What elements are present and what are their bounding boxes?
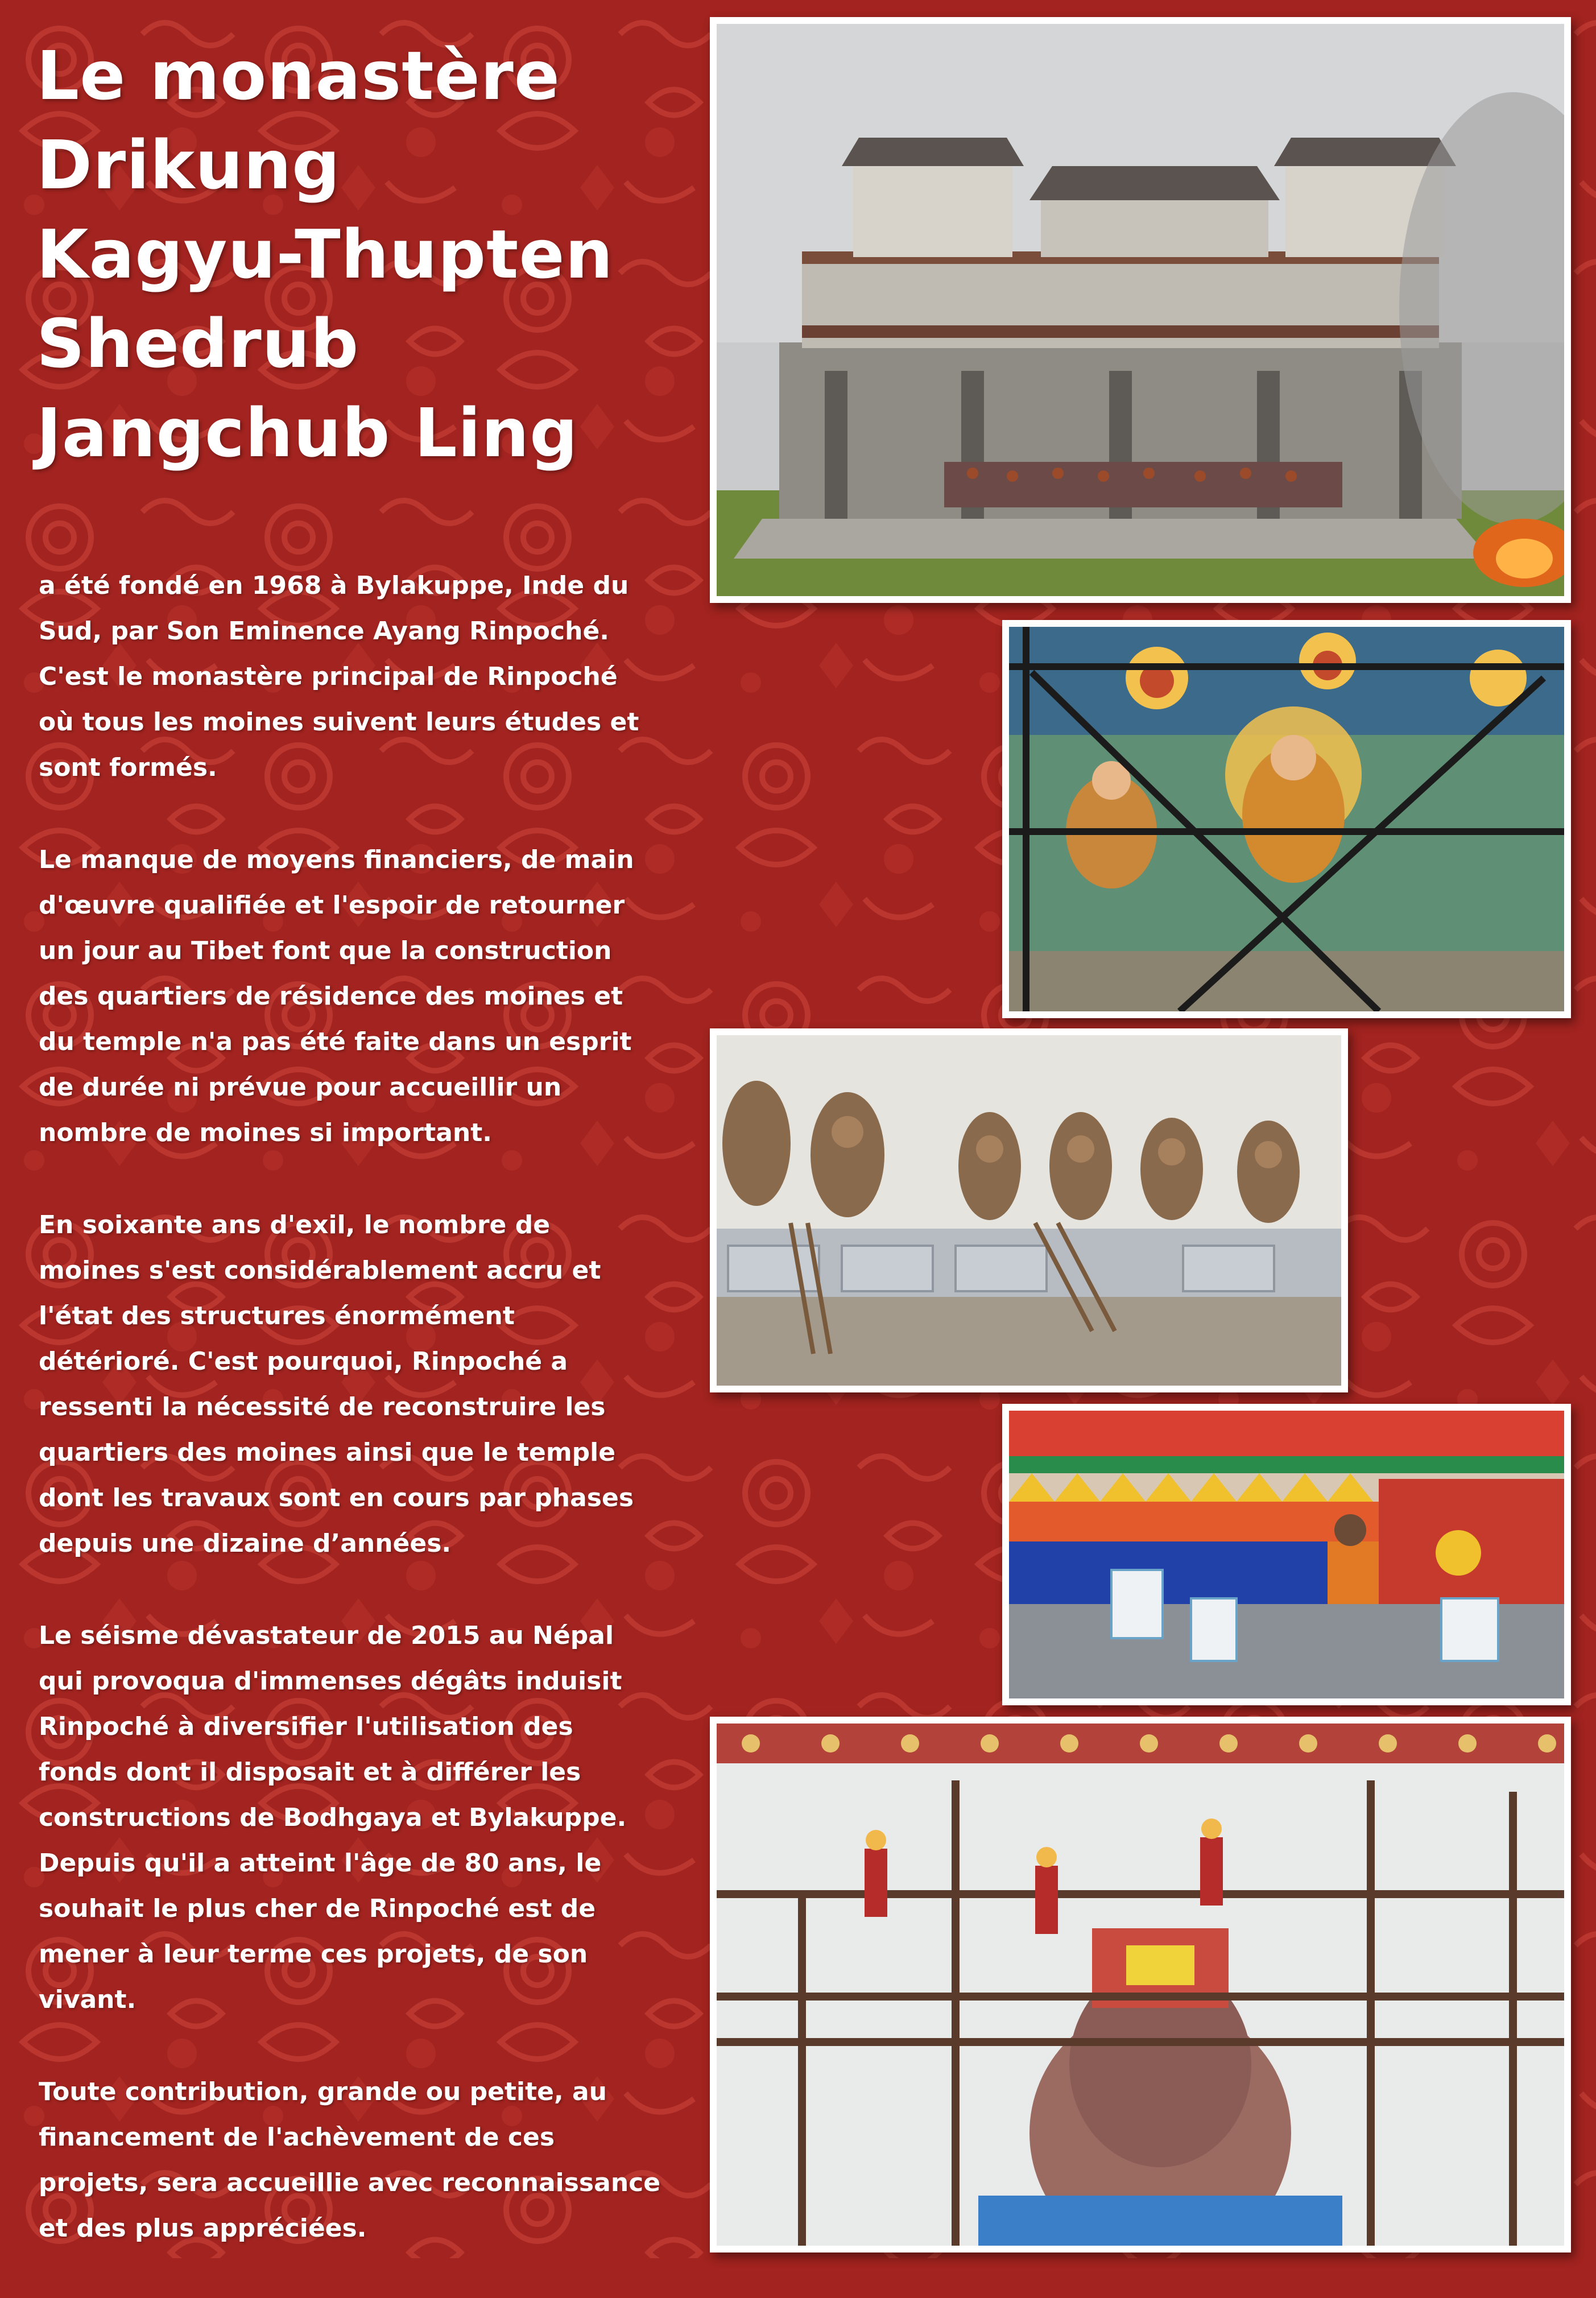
text-line: ressenti la nécessité de reconstruire les <box>39 1392 606 1421</box>
paragraph-contribution <box>39 2069 693 2251</box>
paragraph-earthquake <box>39 1613 693 2023</box>
buddha-scaffolding-image <box>717 1723 1564 2246</box>
painting-image <box>1009 1411 1564 1698</box>
statues-image <box>717 1035 1341 1386</box>
text-line: un jour au Tibet font que la construction <box>39 936 612 965</box>
text-line: souhait le plus cher de Rinpoché est de <box>39 1894 596 1923</box>
text-line: sont formés. <box>39 753 217 782</box>
text-line: Rinpoché à diversifier l'utilisation des <box>39 1712 573 1741</box>
paragraph-founding <box>39 563 693 791</box>
photo-buddha-scaffolding <box>710 1717 1571 2252</box>
text-line: En soixante ans d'exil, le nombre de <box>39 1210 551 1239</box>
text-line: l'état des structures énormément <box>39 1301 515 1330</box>
text-line: d'œuvre qualifiée et l'espoir de retourner <box>39 891 625 920</box>
text-line: et des plus appréciées. <box>39 2214 367 2243</box>
text-line: détérioré. C'est pourquoi, Rinpoché a <box>39 1347 568 1376</box>
text-line: dont les travaux sont en cours par phases <box>39 1483 634 1512</box>
title-line: Kagyu-Thupten <box>36 215 614 294</box>
text-line: Le manque de moyens financiers, de main <box>39 845 634 874</box>
text-line: Toute contribution, grande ou petite, au <box>39 2077 607 2106</box>
photo-mural <box>1002 620 1571 1018</box>
photo-statues <box>710 1028 1348 1392</box>
paragraph-lack-of-means <box>39 837 693 1156</box>
photo-painting <box>1002 1404 1571 1705</box>
text-line: quartiers des moines ainsi que le temple <box>39 1438 616 1467</box>
title-line: Le monastère <box>36 36 560 115</box>
text-line: fonds dont il disposait et à différer les <box>39 1758 581 1787</box>
temple-image <box>717 24 1564 596</box>
photo-temple <box>710 17 1571 603</box>
text-line: nombre de moines si important. <box>39 1118 492 1147</box>
text-line: Sud, par Son Eminence Ayang Rinpoché. <box>39 617 609 646</box>
text-line: Depuis qu'il a atteint l'âge de 80 ans, le <box>39 1849 602 1878</box>
text-line: projets, sera accueillie avec reconnaissance <box>39 2168 661 2197</box>
text-line: vivant. <box>39 1985 137 2014</box>
text-line: qui provoqua d'immenses dégâts induisit <box>39 1667 622 1696</box>
text-line: du temple n'a pas été faite dans un esprit <box>39 1027 632 1056</box>
text-line: mener à leur terme ces projets, de son <box>39 1940 588 1969</box>
text-line: financement de l'achèvement de ces <box>39 2123 555 2152</box>
title-line: Jangchub Ling <box>36 394 578 472</box>
text-line: moines s'est considérablement accru et <box>39 1256 601 1285</box>
text-line: de durée ni prévue pour accueillir un <box>39 1073 562 1102</box>
paragraph-exile <box>39 1202 693 1567</box>
text-line: Le séisme dévastateur de 2015 au Népal <box>39 1621 614 1650</box>
title-line: Shedrub <box>36 304 359 383</box>
text-line: constructions de Bodhgaya et Bylakuppe. <box>39 1803 627 1832</box>
page-title <box>36 31 708 478</box>
text-line: a été fondé en 1968 à Bylakuppe, Inde du <box>39 571 629 600</box>
title-line: Drikung <box>36 126 341 204</box>
text-line: des quartiers de résidence des moines et <box>39 982 623 1011</box>
body-text <box>39 563 693 2298</box>
text-line: C'est le monastère principal de Rinpoché <box>39 662 618 691</box>
text-line: depuis une dizaine d’années. <box>39 1529 452 1558</box>
text-line: où tous les moines suivent leurs études et <box>39 708 639 737</box>
mural-image <box>1009 627 1564 1011</box>
